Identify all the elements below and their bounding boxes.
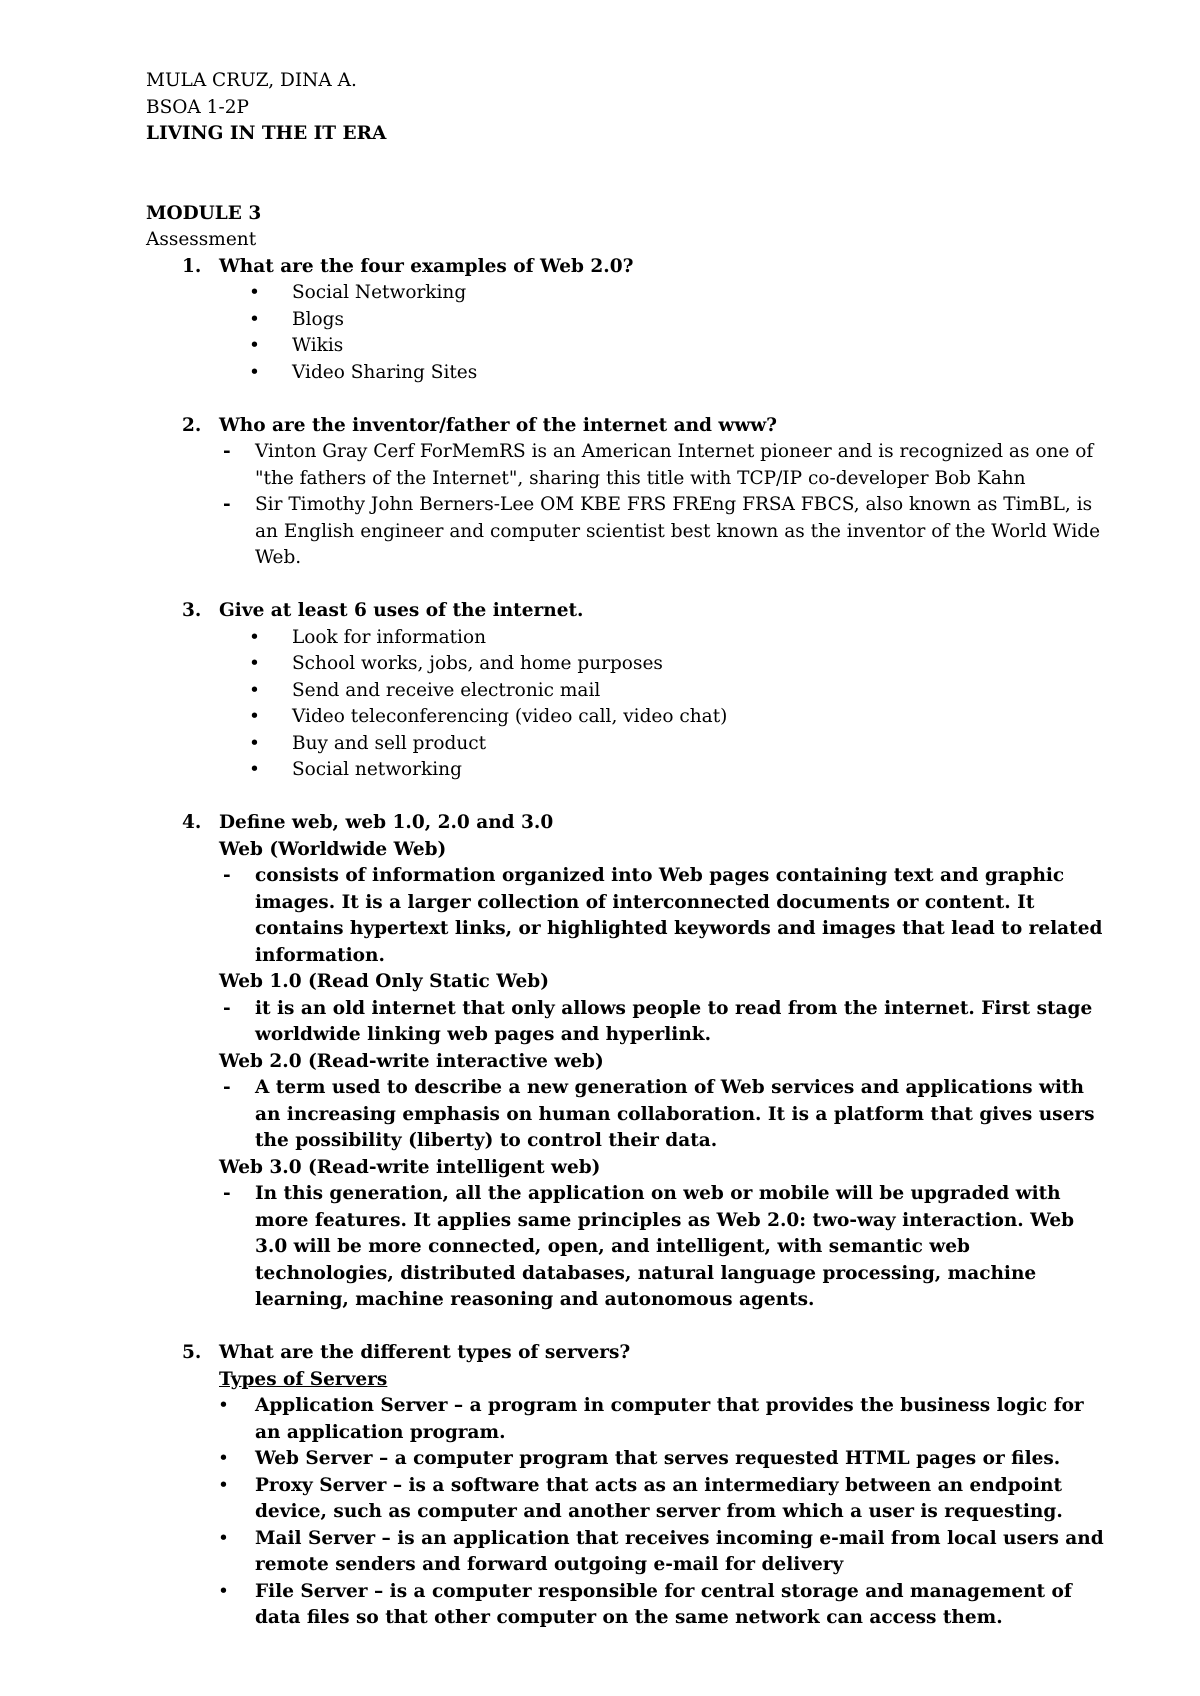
web3-definition: - In this generation, all the application on web or mobile will be upgraded with more features. It applies same principles as Web 2.0: two-way interaction. Web 3.0 will be more connected, open, and intelligent, with semantic web technologies, distributed databases, natural language processing, machine learning, machine reasoning and autonomous agents. [146, 1181, 1106, 1314]
question-number: 5. [182, 1342, 202, 1363]
server-name: Web Server [255, 1448, 373, 1469]
question-number: 4. [182, 812, 202, 833]
question-text: What are the different types of servers? [219, 1342, 631, 1363]
student-name: MULA CRUZ, DINA A. [146, 70, 357, 91]
question-5 [146, 1340, 1106, 1367]
question-1 [146, 254, 1106, 281]
list-item: • Look for information [146, 625, 1106, 652]
server-description: – is a computer responsible for central storage and management of data files so that other computer on the same network can access them. [255, 1580, 1072, 1628]
server-name: Proxy Server [255, 1474, 387, 1496]
q1-answer-list [146, 280, 1106, 386]
web1-definition-list [146, 996, 1106, 1049]
question-number: 1. [182, 255, 202, 277]
web2-definition: - A term used to describe a new generation of Web services and applications with an increasing emphasis on human collaboration. It is a platform that gives users the possibility (liberty) to control their data. [146, 1075, 1106, 1155]
list-item [146, 1446, 1106, 1473]
server-description: – is a software that acts as an intermediary between an endpoint device, such as computer and another server from which a user is requesting. [255, 1474, 1063, 1522]
question-4 [146, 810, 1106, 837]
list-item: • Wikis [146, 333, 1106, 360]
list-item: • Video Sharing Sites [146, 360, 1106, 387]
web3-heading: Web 3.0 (Read-write intelligent web) [219, 1156, 601, 1178]
question-number: 3. [182, 600, 202, 621]
question-number: 2. [182, 414, 202, 436]
server-description: – a computer program that serves requested HTML pages or files. [372, 1448, 1061, 1469]
list-item: • Blogs [146, 307, 1106, 334]
web-definition: - consists of information organized into Web pages containing text and graphic images. It is a larger collection of interconnected documents or content. It contains hypertext links, or highlighted keywords and images that lead to related information. [146, 863, 1106, 969]
list-item: • Video teleconferencing (video call, video chat) [146, 704, 1106, 731]
list-item: - Sir Timothy John Berners-Lee OM KBE FRS FREng FRSA FBCS, also known as TimBL, is an English engineer and computer scientist best known as the inventor of the World Wide Web. [146, 492, 1106, 572]
module-title: MODULE 3 [146, 202, 262, 224]
list-item: • Social Networking [146, 280, 1106, 307]
course-title: LIVING IN THE IT ERA [146, 123, 387, 144]
list-item [146, 1473, 1106, 1526]
web1-definition: - it is an old internet that only allows people to read from the internet. First stage worldwide linking web pages and hyperlink. [146, 996, 1106, 1049]
question-2 [146, 413, 1106, 440]
student-section: BSOA 1-2P [146, 96, 249, 118]
question-4-block [146, 810, 1106, 1314]
server-description: – a program in computer that provides the business logic for an application program. [255, 1395, 1084, 1443]
web-heading: Web (Worldwide Web) [219, 838, 447, 860]
question-text: What are the four examples of Web 2.0? [219, 255, 634, 277]
list-item: • Social networking [146, 757, 1106, 784]
server-name: File Server [255, 1580, 368, 1602]
types-of-servers-heading: Types of Servers [219, 1368, 388, 1390]
web3-definition-list [146, 1181, 1106, 1314]
list-item [146, 1393, 1106, 1446]
question-text: Give at least 6 uses of the internet. [219, 600, 584, 621]
server-name: Application Server [255, 1395, 448, 1416]
web-definition-list [146, 863, 1106, 969]
web2-definition-list [146, 1075, 1106, 1155]
server-description: – is an application that receives incoming e-mail from local users and remote senders and forward outgoing e-mail for delivery [255, 1527, 1104, 1575]
list-item: - Vinton Gray Cerf ForMemRS is an American Internet pioneer and is recognized as one of "the fathers of the Internet", sharing this title with TCP/IP co-developer Bob Kahn [146, 439, 1106, 492]
module-subtitle: Assessment [146, 229, 257, 250]
server-name: Mail Server [255, 1527, 376, 1549]
list-item [146, 1526, 1106, 1579]
list-item: • Send and receive electronic mail [146, 678, 1106, 705]
q2-answer-list [146, 439, 1106, 572]
web1-heading: Web 1.0 (Read Only Static Web) [219, 971, 549, 992]
list-item: • School works, jobs, and home purposes [146, 651, 1106, 678]
question-text: Who are the inventor/father of the internet and www? [219, 414, 778, 436]
web2-heading: Web 2.0 (Read-write interactive web) [219, 1050, 604, 1072]
question-text: Define web, web 1.0, 2.0 and 3.0 [219, 812, 554, 833]
servers-list [146, 1393, 1106, 1632]
list-item [146, 1579, 1106, 1632]
document-page [146, 68, 1106, 1632]
question-3 [146, 598, 1106, 625]
q3-answer-list [146, 625, 1106, 784]
list-item: • Buy and sell product [146, 731, 1106, 758]
